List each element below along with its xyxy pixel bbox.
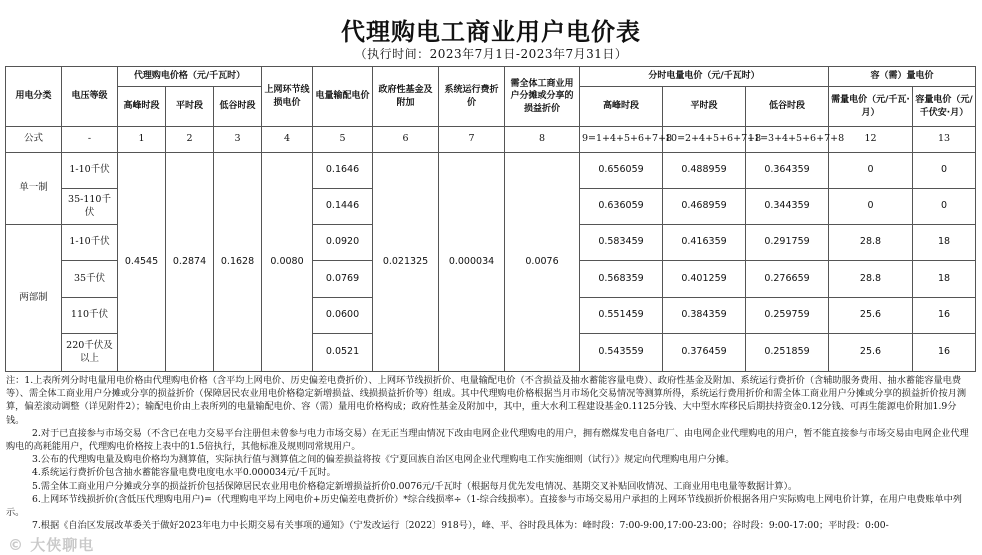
- formula-c4: 4: [262, 127, 313, 153]
- capacity-cell: 18: [913, 225, 976, 261]
- tou-peak-cell: 0.583459: [580, 225, 663, 261]
- transmission-cell: 0.1446: [313, 189, 373, 225]
- voltage-cell: 110千伏: [62, 298, 118, 334]
- header-sys-cost: 系统运行费折价: [439, 67, 505, 127]
- demand-cell: 25.6: [829, 298, 913, 334]
- demand-cell: 28.8: [829, 225, 913, 261]
- tou-valley-cell: 0.251859: [746, 334, 829, 372]
- formula-c11: 11=3+4+5+6+7+8: [746, 127, 829, 153]
- note-2: 2.对于已直接参与市场交易（不含已在电力交易平台注册但未曾参与电力市场交易）在无正当理由情况下改由电网企业代理购电的用户，拥有燃煤发电自备电厂、由电网企业代理购电的用户，暂不能直接参与市场交易由电网企业代理购电的高耗能用户，代理购电价格按上表中的1.5倍执行，其他标准及规则同常规用户。: [6, 427, 969, 453]
- demand-cell: 25.6: [829, 334, 913, 372]
- tou-peak-cell: 0.636059: [580, 189, 663, 225]
- header-valley: 低谷时段: [214, 87, 262, 127]
- tou-flat-cell: 0.468959: [663, 189, 746, 225]
- capacity-cell: 0: [913, 189, 976, 225]
- formula-c2: 2: [166, 127, 214, 153]
- tou-peak-cell: 0.551459: [580, 298, 663, 334]
- formula-c3: 3: [214, 127, 262, 153]
- formula-c1: 1: [118, 127, 166, 153]
- capacity-cell: 16: [913, 334, 976, 372]
- agent-flat-price: 0.2874: [166, 153, 214, 372]
- demand-cell: 0: [829, 153, 913, 189]
- voltage-cell: 35千伏: [62, 261, 118, 298]
- capacity-cell: 0: [913, 153, 976, 189]
- sys-cost-price: 0.000034: [439, 153, 505, 372]
- formula-c5: 5: [313, 127, 373, 153]
- tou-flat-cell: 0.401259: [663, 261, 746, 298]
- capacity-cell: 18: [913, 261, 976, 298]
- tou-valley-cell: 0.259759: [746, 298, 829, 334]
- grid-loss-price: 0.0080: [262, 153, 313, 372]
- tou-flat-cell: 0.376459: [663, 334, 746, 372]
- header-voltage: 电压等级: [62, 67, 118, 127]
- page-title: 代理购电工商业用户电价表: [341, 18, 641, 46]
- header-category: 用电分类: [6, 67, 62, 127]
- effective-period: （执行时间：2023年7月1日-2023年7月31日）: [354, 47, 628, 61]
- header-tou-peak: 高峰时段: [580, 87, 663, 127]
- category-two-part: 两部制: [6, 225, 62, 372]
- formula-c6: 6: [373, 127, 439, 153]
- table-row: [6, 153, 976, 189]
- formula-label: 公式: [6, 127, 62, 153]
- transmission-cell: 0.0521: [313, 334, 373, 372]
- header-transmission: 电量输配电价: [313, 67, 373, 127]
- note-5: 5.需全体工商业用户分摊或分享的损益折价包括保障居民农业用电价格稳定新增损益折价0.0076元/千瓦时（根据每月优先发电情况、基期交叉补贴回收情况、工商业用电电量等数据计算）。: [32, 480, 798, 492]
- header-tou-valley: 低谷时段: [746, 87, 829, 127]
- voltage-cell: 35-110千伏: [62, 189, 118, 225]
- watermark: © 大侠聊电: [8, 536, 95, 554]
- formula-c9: 9=1+4+5+6+7+8: [580, 127, 663, 153]
- demand-cell: 0: [829, 189, 913, 225]
- note-3: 3.公布的代理购电量及购电价格均为测算值，实际执行值与测算值之间的偏差损益将按《宁夏回族自治区电网企业代理购电工作实施细则（试行）》规定向代理购电用户分摊。: [32, 454, 735, 466]
- tou-flat-cell: 0.384359: [663, 298, 746, 334]
- note-1: 注：1.上表所列分时电量用电价格由代理购电价格（含平均上网电价、历史偏差电费折价）、上网环节线损折价、电量输配电价（不含损益及抽水蓄能容量电费）、政府性基金及附加、系统运行费折价（含辅助服务费用、抽水蓄能容量电费等）、需全体工商业用户分摊或分享的损益折价（保障居民农业用电价格稳定新增损益、线损损益折价等）组成。其中代理购电价格根据当月市场化交易情况等测算所得，系统运行费用折价和需全体工商业用户分摊或分享的损益折价按月测算，偏差滚动调整（详见附件2）；输配电价由上表所列的电量输配电价、容（需）量用电价格构成；政府性基金及附加中，其中，重大水利工程建设基金0.1125分钱、大中型水库移民后期扶持资金0.12分钱、可再生能源电价附加1.9分钱。: [6, 375, 967, 426]
- tou-valley-cell: 0.344359: [746, 189, 829, 225]
- footnotes: [6, 374, 974, 532]
- header-tou-flat: 平时段: [663, 87, 746, 127]
- transmission-cell: 0.0920: [313, 225, 373, 261]
- header-shared-loss: 需全体工商业用户分摊或分享的损益折价: [505, 67, 580, 127]
- voltage-cell: 1-10千伏: [62, 225, 118, 261]
- tou-peak-cell: 0.543559: [580, 334, 663, 372]
- header-capacity: 容量电价（元/千伏安·月）: [913, 87, 976, 127]
- formula-c13: 13: [913, 127, 976, 153]
- formula-row: [6, 127, 976, 153]
- header-capacity-price: 容（需）量电价: [829, 67, 976, 87]
- voltage-cell: 1-10千伏: [62, 153, 118, 189]
- tou-valley-cell: 0.364359: [746, 153, 829, 189]
- agent-peak-price: 0.4545: [118, 153, 166, 372]
- transmission-cell: 0.1646: [313, 153, 373, 189]
- agent-valley-price: 0.1628: [214, 153, 262, 372]
- shared-loss-price: 0.0076: [505, 153, 580, 372]
- header-tou-price: 分时电量电价（元/千瓦时）: [580, 67, 829, 87]
- capacity-cell: 16: [913, 298, 976, 334]
- header-grid-loss: 上网环节线损电价: [262, 67, 313, 127]
- gov-fund-price: 0.021325: [373, 153, 439, 372]
- voltage-cell: 220千伏及以上: [62, 334, 118, 372]
- tou-peak-cell: 0.656059: [580, 153, 663, 189]
- formula-c12: 12: [829, 127, 913, 153]
- header-peak: 高峰时段: [118, 87, 166, 127]
- category-single: 单一制: [6, 153, 62, 225]
- header-demand: 需量电价（元/千瓦·月）: [829, 87, 913, 127]
- transmission-cell: 0.0769: [313, 261, 373, 298]
- formula-c7: 7: [439, 127, 505, 153]
- formula-c8: 8: [505, 127, 580, 153]
- tou-peak-cell: 0.568359: [580, 261, 663, 298]
- header-agent-price: 代理购电价格（元/千瓦时）: [118, 67, 262, 87]
- header-flat: 平时段: [166, 87, 214, 127]
- tou-flat-cell: 0.488959: [663, 153, 746, 189]
- formula-dash: -: [62, 127, 118, 153]
- tou-flat-cell: 0.416359: [663, 225, 746, 261]
- note-7: 7.根据《自治区发展改革委关于做好2023年电力中长期交易有关事项的通知》（宁发改运行〔2022〕918号），峰、平、谷时段具体为：峰时段：7:00-9:00,17:00-23:00；谷时段：9:00-17:00；平时段：0:00-: [32, 520, 889, 532]
- tou-valley-cell: 0.291759: [746, 225, 829, 261]
- note-4: 4.系统运行费折价包含抽水蓄能容量电费电度电水平0.000034元/千瓦时。: [32, 467, 336, 479]
- header-gov-fund: 政府性基金及附加: [373, 67, 439, 127]
- tou-valley-cell: 0.276659: [746, 261, 829, 298]
- demand-cell: 28.8: [829, 261, 913, 298]
- note-6: 6.上网环节线损折价(含低压代理购电用户)=（代理购电平均上网电价+历史偏差电费折价）*综合线损率÷（1-综合线损率）。直接参与市场交易用户承担的上网环节线损折价根据各用户实际购电上网电价计算，在用户电费账单中列示。: [6, 493, 962, 519]
- transmission-cell: 0.0600: [313, 298, 373, 334]
- price-table: [5, 66, 976, 372]
- formula-c10: 10=2+4+5+6+7+8: [663, 127, 746, 153]
